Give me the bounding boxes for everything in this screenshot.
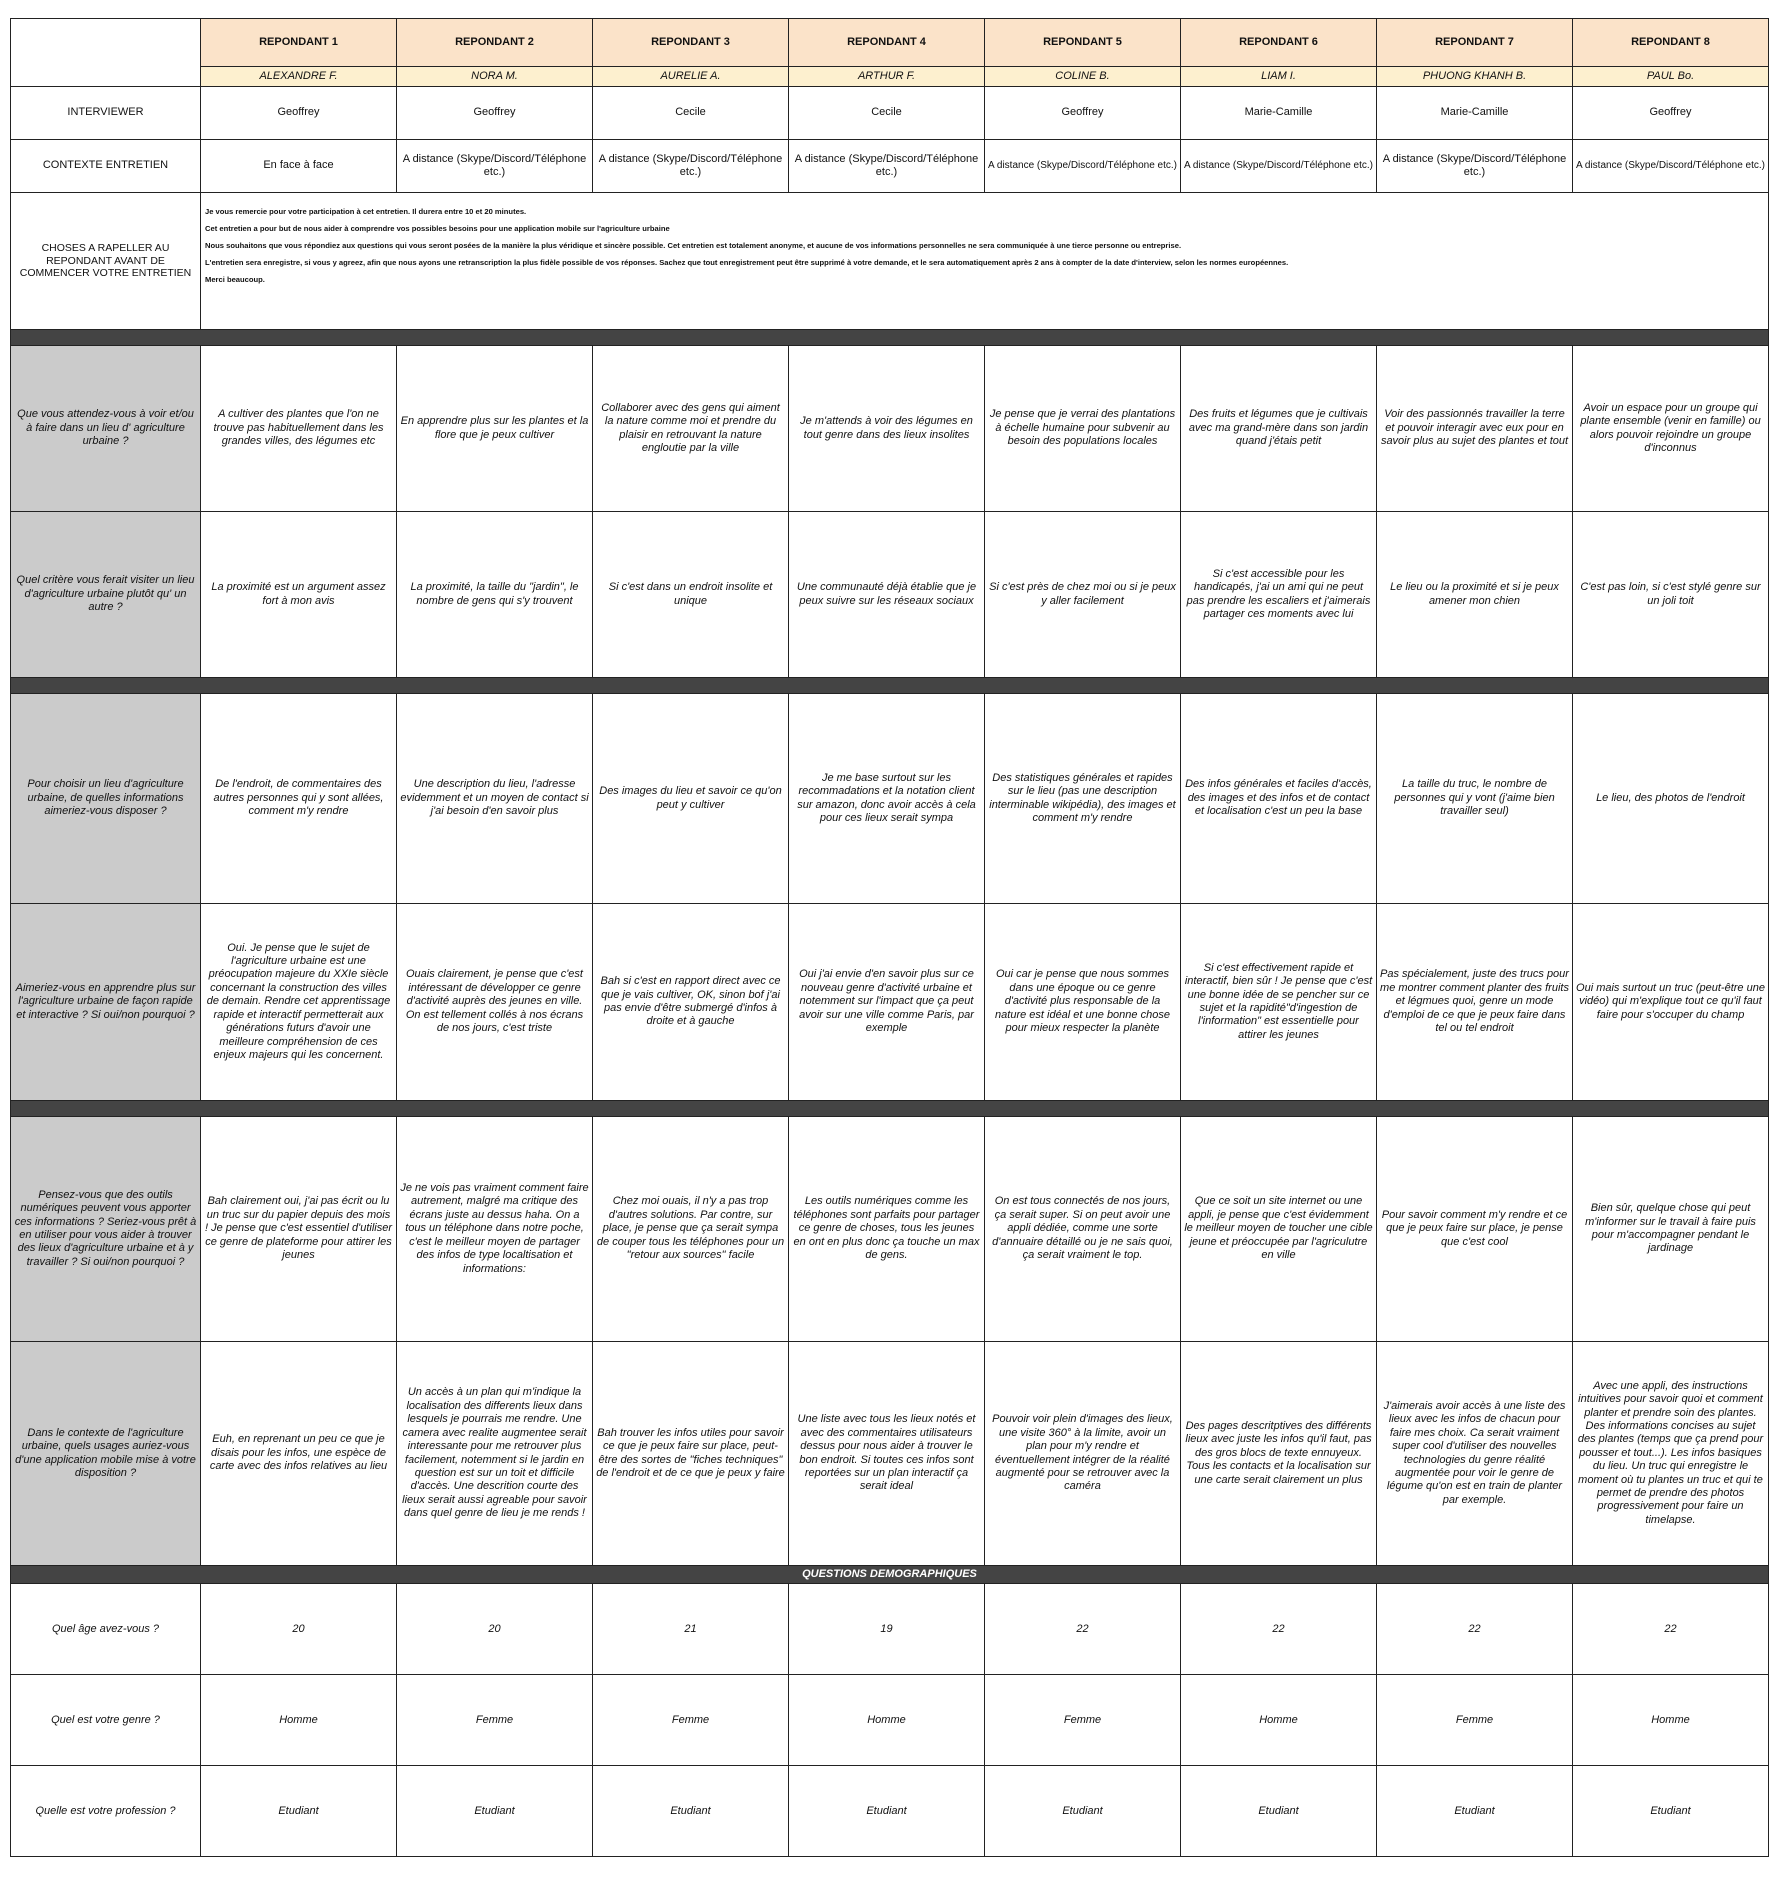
answer-cell: A cultiver des plantes que l'on ne trouve pas habituellement dans les grandes villes, des légumes etc (201, 346, 397, 512)
answer-cell: Des statistiques générales et rapides sur le lieu (pas une description interminable wikipédia), des images et comment m'y rendre (985, 694, 1181, 904)
interviewer-cell: Marie-Camille (1181, 87, 1377, 140)
demographic-cell: Femme (985, 1675, 1181, 1766)
answer-cell: La proximité est un argument assez fort à mon avis (201, 512, 397, 678)
answer-cell: Si c'est effectivement rapide et interactif, bien sûr ! Je pense que c'est une bonne idée de se pencher sur ce sujet et la rapidité"d'ingestion de l'information" est essentielle pour attirer les jeunes (1181, 904, 1377, 1101)
reminder-line: Merci beaucoup. (205, 275, 265, 285)
demographic-cell: Etudiant (789, 1766, 985, 1857)
answer-cell: En apprendre plus sur les plantes et la flore que je peux cultiver (397, 346, 593, 512)
context-label: CONTEXTE ENTRETIEN (11, 140, 201, 193)
answer-cell: La taille du truc, le nombre de personnes qui y vont (j'aime bien travailler seul) (1377, 694, 1573, 904)
context-cell: A distance (Skype/Discord/Téléphone etc.) (1377, 140, 1573, 193)
interviewer-cell: Cecile (593, 87, 789, 140)
corner-cell (11, 19, 201, 87)
respondent-name: NORA M. (397, 67, 593, 87)
answer-cell: De l'endroit, de commentaires des autres personnes qui y sont allées, comment m'y rendre (201, 694, 397, 904)
answer-cell: La proximité, la taille du "jardin", le nombre de gens qui s'y trouvent (397, 512, 593, 678)
context-cell: A distance (Skype/Discord/Téléphone etc.) (1573, 140, 1769, 193)
context-cell: A distance (Skype/Discord/Téléphone etc.) (1181, 140, 1377, 193)
answer-cell: Le lieu, des photos de l'endroit (1573, 694, 1769, 904)
answer-cell: On est tous connectés de nos jours, ça serait super. Si on peut avoir une appli dédiée, comme une sorte d'annuaire détaillé ou je ne sais quoi, ça serait vraiment le top. (985, 1117, 1181, 1342)
demographic-cell: 20 (201, 1584, 397, 1675)
answer-cell: Le lieu ou la proximité et si je peux amener mon chien (1377, 512, 1573, 678)
demographic-cell: 22 (985, 1584, 1181, 1675)
answer-cell: Des images du lieu et savoir ce qu'on peut y cultiver (593, 694, 789, 904)
answer-cell: Avoir un espace pour un groupe qui plante ensemble (venir en famille) ou alors pouvoir rejoindre un groupe d'inconnus (1573, 346, 1769, 512)
answer-cell: Des pages descritptives des différents lieux avec juste les infos qu'il faut, pas des gros blocs de texte ennuyeux. Tous les contacts et la localisation sur une carte serait clairement un plus (1181, 1342, 1377, 1566)
answer-cell: Oui mais surtout un truc (peut-être une vidéo) qui m'explique tout ce qu'il faut faire pour s'occuper du champ (1573, 904, 1769, 1101)
question-label: Pensez-vous que des outils numériques peuvent vous apporter ces informations ? Seriez-vous prêt à en utiliser pour vous aider à trouver des lieux d'agriculture urbaine et à y travailler ? Si oui/non pourquoi ? (11, 1117, 201, 1342)
answer-cell: Une liste avec tous les lieux notés et avec des commentaires utilisateurs dessus pour nous aider à trouver le bon endroit. Si toutes ces infos sont reportées sur un plan interactif ça serait ideal (789, 1342, 985, 1566)
respondent-header: REPONDANT 7 (1377, 19, 1573, 67)
interviewer-cell: Cecile (789, 87, 985, 140)
answer-cell: Bah trouver les infos utiles pour savoir ce que je peux faire sur place, peut-être des sortes de "fiches techniques" de l'endroit et de ce que je peux y faire (593, 1342, 789, 1566)
answer-cell: Collaborer avec des gens qui aiment la nature comme moi et prendre du plaisir en retrouvant la nature engloutie par la ville (593, 346, 789, 512)
reminder-line: Cet entretien a pour but de nous aider à comprendre vos possibles besoins pour une application mobile sur l'agriculture urbaine (205, 224, 670, 234)
demographic-cell: Homme (201, 1675, 397, 1766)
respondent-name: ARTHUR F. (789, 67, 985, 87)
answer-cell: Euh, en reprenant un peu ce que je disais pour les infos, une espèce de carte avec des infos relatives au lieu (201, 1342, 397, 1566)
respondent-name: COLINE B. (985, 67, 1181, 87)
demographic-cell: Femme (593, 1675, 789, 1766)
demographic-cell: Homme (1573, 1675, 1769, 1766)
context-cell: A distance (Skype/Discord/Téléphone etc.) (593, 140, 789, 193)
section-divider (11, 1101, 1769, 1117)
answer-cell: Un accès à un plan qui m'indique la localisation des differents lieux dans lesquels je pourrais me rendre. Une camera avec realite augmentee serait interessante pour me retrouver plus facilement, notemment si le jardin en question est sur un toit et difficile d'accès. Une descrition courte des lieux serait aussi agreable pour savoir dans quel genre de lieu je me rends ! (397, 1342, 593, 1566)
demographic-label: Quelle est votre profession ? (11, 1766, 201, 1857)
answer-cell: Pouvoir voir plein d'images des lieux, une visite 360° à la limite, avoir un plan pour m'y rendre et éventuellement intégrer de la réalité augmenté pour se retrouver avec la caméra (985, 1342, 1181, 1566)
question-label: Quel critère vous ferait visiter un lieu d'agriculture urbaine plutôt qu' un autre ? (11, 512, 201, 678)
reminder-line: Nous souhaitons que vous répondiez aux questions qui vous seront posées de la manière la plus véridique et sincère possible. Cet entretien est totalement anonyme, et aucune de vos informations personnelles ne sera communiquée à une tierce personne ou entreprise. (205, 241, 1182, 251)
answer-cell: Une communauté déjà établie que je peux suivre sur les réseaux sociaux (789, 512, 985, 678)
demographic-cell: Homme (1181, 1675, 1377, 1766)
answer-cell: Bien sûr, quelque chose qui peut m'informer sur le travail à faire puis pour m'accompagner pendant le jardinage (1573, 1117, 1769, 1342)
demographic-cell: Femme (1377, 1675, 1573, 1766)
answer-cell: Des fruits et légumes que je cultivais avec ma grand-mère dans son jardin quand j'étais petit (1181, 346, 1377, 512)
demographic-cell: 20 (397, 1584, 593, 1675)
demographic-cell: Etudiant (593, 1766, 789, 1857)
answer-cell: Une description du lieu, l'adresse evidemment et un moyen de contact si j'ai besoin d'en savoir plus (397, 694, 593, 904)
interviewer-label: INTERVIEWER (11, 87, 201, 140)
answer-cell: J'aimerais avoir accès à une liste des lieux avec les infos de chacun pour faire mes choix. Ca serait vraiment super cool d'utiliser des nouvelles technologies du genre réalité augmentée pour voir le genre de légume qu'on est en train de planter par exemple. (1377, 1342, 1573, 1566)
demographics-title: QUESTIONS DEMOGRAPHIQUES (11, 1566, 1769, 1584)
interviewer-cell: Geoffrey (1573, 87, 1769, 140)
answer-cell: Oui j'ai envie d'en savoir plus sur ce nouveau genre d'activité urbaine et notemment sur l'impact que ça peut avoir sur une ville comme Paris, par exemple (789, 904, 985, 1101)
answer-cell: Je ne vois pas vraiment comment faire autrement, malgré ma critique des écrans juste au dessus haha. On a tous un téléphone dans notre poche, c'est le meilleur moyen de partager des infos de type localtisation et informations: (397, 1117, 593, 1342)
respondent-header: REPONDANT 6 (1181, 19, 1377, 67)
reminder-line: L'entretien sera enregistre, si vous y agreez, afin que nous ayons une retranscription la plus fidèle possible de vos réponses. Sachez que tout enregistrement peut être supprimé à votre demande, et le sera automatiquement après 2 ans à compter de la date d'interview, selon les normes européennes. (205, 258, 1289, 268)
interviewer-cell: Geoffrey (985, 87, 1181, 140)
question-label: Dans le contexte de l'agriculture urbaine, quels usages auriez-vous d'une application mobile mise à votre disposition ? (11, 1342, 201, 1566)
demographic-cell: Homme (789, 1675, 985, 1766)
answer-cell: Que ce soit un site internet ou une appli, je pense que c'est évidemment le meilleur moyen de toucher une cible jeune et préoccupée par l'agriculutre en ville (1181, 1117, 1377, 1342)
respondent-name: PHUONG KHANH B. (1377, 67, 1573, 87)
demographic-cell: 21 (593, 1584, 789, 1675)
question-label: Que vous attendez-vous à voir et/ou à faire dans un lieu d' agriculture urbaine ? (11, 346, 201, 512)
answer-cell: Voir des passionnés travailler la terre et pouvoir interagir avec eux pour en savoir plus au sujet des plantes et tout (1377, 346, 1573, 512)
answer-cell: Je me base surtout sur les recommadations et la notation client sur amazon, donc avoir accès à cela pour ces lieux serait sympa (789, 694, 985, 904)
answer-cell: Ouais clairement, je pense que c'est intéressant de développer ce genre d'activité auprès des jeunes en ville. On est tellement collés à nos écrans de nos jours, c'est triste (397, 904, 593, 1101)
respondent-header: REPONDANT 5 (985, 19, 1181, 67)
respondent-header: REPONDANT 1 (201, 19, 397, 67)
answer-cell: Des infos générales et faciles d'accès, des images et des infos et de contact et localisation c'est un peu la base (1181, 694, 1377, 904)
context-cell: En face à face (201, 140, 397, 193)
context-cell: A distance (Skype/Discord/Téléphone etc.) (985, 140, 1181, 193)
reminder-label: CHOSES A RAPELLER AU REPONDANT AVANT DE COMMENCER VOTRE ENTRETIEN (11, 193, 201, 330)
answer-cell: Oui car je pense que nous sommes dans une époque ou ce genre d'activité plus responsable de la nature est idéal et une bonne chose pour mieux respecter la planète (985, 904, 1181, 1101)
answer-cell: Bah clairement oui, j'ai pas écrit ou lu un truc sur du papier depuis des mois ! Je pense que c'est essentiel d'utiliser ce genre de plateforme pour attirer les jeunes (201, 1117, 397, 1342)
answer-cell: Chez moi ouais, il n'y a pas trop d'autres solutions. Par contre, sur place, je pense que ça serait sympa de couper tous les téléphones pour un "retour aux sources" facile (593, 1117, 789, 1342)
answer-cell: Pour savoir comment m'y rendre et ce que je peux faire sur place, je pense que c'est cool (1377, 1117, 1573, 1342)
demographic-cell: 19 (789, 1584, 985, 1675)
answer-cell: Pas spécialement, juste des trucs pour me montrer comment planter des fruits et légmues quoi, genre un mode d'emploi de ce que je peux faire dans tel ou tel endroit (1377, 904, 1573, 1101)
demographic-cell: Etudiant (201, 1766, 397, 1857)
answer-cell: Je m'attends à voir des légumes en tout genre dans des lieux insolites (789, 346, 985, 512)
section-divider (11, 330, 1769, 346)
respondent-name: AURELIE A. (593, 67, 789, 87)
answer-cell: C'est pas loin, si c'est stylé genre sur un joli toit (1573, 512, 1769, 678)
context-cell: A distance (Skype/Discord/Téléphone etc.) (397, 140, 593, 193)
answer-cell: Bah si c'est en rapport direct avec ce que je vais cultiver, OK, sinon bof j'ai pas envie d'être submergé d'infos à droite et à gauche (593, 904, 789, 1101)
interviewer-cell: Geoffrey (397, 87, 593, 140)
section-divider (11, 678, 1769, 694)
question-label: Aimeriez-vous en apprendre plus sur l'agriculture urbaine de façon rapide et interactive ? Si oui/non pourquoi ? (11, 904, 201, 1101)
demographic-cell: Etudiant (1573, 1766, 1769, 1857)
demographic-cell: 22 (1377, 1584, 1573, 1675)
demographic-cell: 22 (1573, 1584, 1769, 1675)
reminder-line: Je vous remercie pour votre participation à cet entretien. Il durera entre 10 et 20 minutes. (205, 207, 527, 216)
answer-cell: Si c'est près de chez moi ou si je peux y aller facilement (985, 512, 1181, 678)
demographic-label: Quel est votre genre ? (11, 1675, 201, 1766)
respondent-name: LIAM I. (1181, 67, 1377, 87)
answer-cell: Si c'est dans un endroit insolite et unique (593, 512, 789, 678)
question-label: Pour choisir un lieu d'agriculture urbaine, de quelles informations aimeriez-vous disposer ? (11, 694, 201, 904)
demographic-cell: Etudiant (985, 1766, 1181, 1857)
respondent-name: PAUL Bo. (1573, 67, 1769, 87)
respondent-header: REPONDANT 2 (397, 19, 593, 67)
demographic-cell: Etudiant (1181, 1766, 1377, 1857)
demographic-cell: Etudiant (1377, 1766, 1573, 1857)
respondent-header: REPONDANT 4 (789, 19, 985, 67)
demographic-label: Quel âge avez-vous ? (11, 1584, 201, 1675)
respondent-header: REPONDANT 3 (593, 19, 789, 67)
demographic-cell: Etudiant (397, 1766, 593, 1857)
interviewer-cell: Geoffrey (201, 87, 397, 140)
reminder-text (201, 193, 1769, 330)
interview-table (10, 18, 1769, 1857)
respondent-name: ALEXANDRE F. (201, 67, 397, 87)
answer-cell: Oui. Je pense que le sujet de l'agriculture urbaine est une préocupation majeure du XXIe siècle concernant la construction des villes de demain. Rendre cet apprentissage rapide et interactif permetterait aux générations futurs d'avoir une meilleure compréhension de ces enjeux majeurs qui les concernent. (201, 904, 397, 1101)
answer-cell: Les outils numériques comme les téléphones sont parfaits pour partager ce genre de choses, tous les jeunes en ont en plus donc ça touche un max de gens. (789, 1117, 985, 1342)
interviewer-cell: Marie-Camille (1377, 87, 1573, 140)
answer-cell: Si c'est accessible pour les handicapés, j'ai un ami qui ne peut pas prendre les escaliers et j'aimerais partager ces moments avec lui (1181, 512, 1377, 678)
answer-cell: Je pense que je verrai des plantations à échelle humaine pour subvenir au besoin des populations locales (985, 346, 1181, 512)
demographic-cell: Femme (397, 1675, 593, 1766)
context-cell: A distance (Skype/Discord/Téléphone etc.) (789, 140, 985, 193)
answer-cell: Avec une appli, des instructions intuitives pour savoir quoi et comment planter et prendre soin des plantes. Des informations concises au sujet des plantes (temps que ça prend pour pousser et tout...). Les infos basiques du lieu. Un truc qui enregistre le moment où tu plantes un truc et qui te permet de prendre des photos progressivement pour faire un timelapse. (1573, 1342, 1769, 1566)
respondent-header: REPONDANT 8 (1573, 19, 1769, 67)
demographic-cell: 22 (1181, 1584, 1377, 1675)
